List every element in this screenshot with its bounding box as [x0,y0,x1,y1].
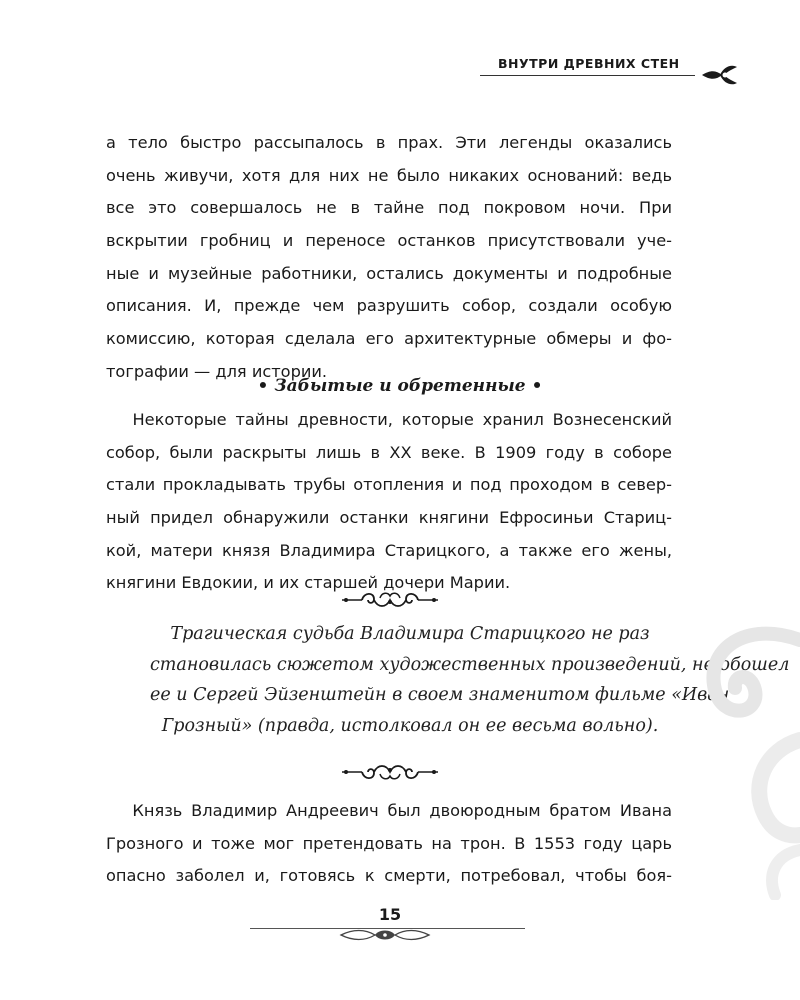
paragraph-2 [106,404,672,600]
subheading-bullet: • [531,376,543,396]
text-line: очень живучи, хотя для них не было никаких оснований: ведь [106,165,672,185]
text-line: тографии — для истории. [106,361,328,381]
text-line: кой, матери князя Владимира Старицкого, а также его жены, [106,540,672,560]
scroll-divider-icon [340,586,440,614]
text-line: вскрытии гробниц и переносе останков присутствовали уче- [106,231,672,251]
quote-line: Трагическая судьба Владимира Старицкого не раз [170,624,650,644]
header-rule [480,75,695,76]
fleuron-icon [700,58,740,88]
paragraph-3 [106,795,672,893]
running-header-title: ВНУТРИ ДРЕВНИХ СТЕН [498,56,680,71]
text-line: собор, были раскрыты лишь в XX веке. В 1909 году в соборе [106,442,672,462]
section-subheading [0,376,800,396]
subheading-text: Забытые и обретенные [274,376,526,396]
subheading-bullet: • [257,376,269,396]
text-line: ный придел обнаружили останки княгини Ефросиньи Стариц- [106,508,672,528]
text-line: а тело быстро рассыпалось в прах. Эти легенды оказались [106,133,672,152]
text-line: Князь Владимир Андреевич был двоюродным братом Ивана [106,801,672,820]
text-line: княгини Евдокии, и их старшей дочери Марии. [106,573,511,593]
paragraph-1 [106,127,672,389]
text-line: стали прокладывать трубы отопления и под проходом в север- [106,475,672,495]
highlighted-quote [150,619,790,741]
text-line: описания. И, прежде чем разрушить собор, создали особую [106,296,672,316]
quote-line: ее и Сергей Эйзенштейн в своем знаменитом фильме «Иван [150,685,730,705]
quote-line: Грозный» (правда, истолковал он ее весьма вольно). [161,715,659,736]
text-line: Некоторые тайны древности, которые хранил Вознесенский [106,410,672,429]
text-line: ные и музейные работники, остались документы и подробные [106,263,672,283]
text-line: все это совершалось не в тайне под покровом ночи. При [106,198,672,218]
footer-flourish-icon [335,926,435,946]
text-line: Грозного и тоже мог претендовать на трон. В 1553 году царь [106,833,672,853]
page-number: 15 [378,905,402,924]
scroll-divider-icon [340,758,440,786]
text-line: опасно заболел и, готовясь к смерти, потребовал, чтобы боя- [106,866,672,886]
quote-line: становилась сюжетом художественных произведений, не обошел [150,654,790,675]
text-line: комиссию, которая сделала его архитектурные обмеры и фо- [106,329,672,349]
decorative-swirl-icon [655,600,800,900]
